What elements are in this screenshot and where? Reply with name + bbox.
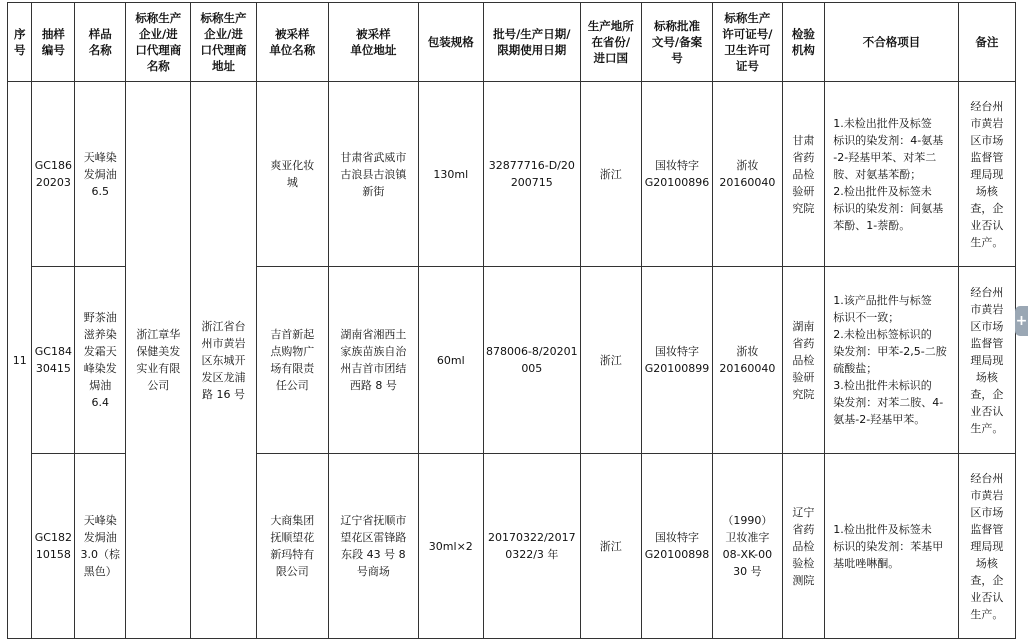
header-index: 序 号 [8,3,32,82]
batch-date: 878006-8/20201 005 [483,267,580,454]
header-remark: 备注 [958,3,1015,82]
test-agency: 湖南 省药 品检 验研 究院 [782,267,825,454]
results-table [7,2,1016,639]
product-name: 天峰染 发焗油 6.5 [75,82,126,267]
expand-side-button[interactable] [1015,306,1028,336]
header-sample-no: 抽样 编号 [32,3,75,82]
unit-name: 吉首新起 点购物广 场有限责 任公司 [256,267,328,454]
test-agency: 辽宁 省药 品检 验检 测院 [782,454,825,639]
batch-date: 32877716-D/20 200715 [483,82,580,267]
header-agency: 检验 机构 [782,3,825,82]
license-no: 浙妆 20160040 [713,82,782,267]
header-package: 包装规格 [418,3,483,82]
package-spec: 130ml [418,82,483,267]
approval-no: 国妆特字 G20100899 [641,267,712,454]
failure-items: 1.该产品批件与标签 标识不一致； 2.未检出标签标识的 染发剂：甲苯-2,5-二胺 硫酸盐； 3.检出批件未标识的 染发剂：对苯二胺、4- 氨基-2-羟基甲苯。 [825,267,959,454]
province: 浙江 [580,82,641,267]
manufacturer-name: 浙江章华 保健美发 实业有限 公司 [126,82,191,639]
failure-items: 1.未检出批件及标签 标识的染发剂：4-氨基 -2-羟基甲苯、对苯二 胺、对氨基苯酚； 2.检出批件及标签未 标识的染发剂：间氨基 苯酚、1-萘酚。 [825,82,959,267]
product-name: 天峰染 发焗油 3.0（棕 黑色） [75,454,126,639]
sample-no: GC186 20203 [32,82,75,267]
remark: 经台州 市黄岩 区市场 监督管 理局现 场核 查，企 业否认 生产。 [958,82,1015,267]
province: 浙江 [580,267,641,454]
header-unit-address: 被采样 单位地址 [329,3,419,82]
header-manufacturer-name: 标称生产 企业/进 口代理商 名称 [126,3,191,82]
header-product: 样品 名称 [75,3,126,82]
row-index: 11 [8,82,32,639]
unit-name: 爽亚化妆 城 [256,82,328,267]
manufacturer-address: 浙江省台 州市黄岩 区东城开 发区龙浦 路 16 号 [191,82,256,639]
batch-date: 20170322/2017 0322/3 年 [483,454,580,639]
package-spec: 30ml×2 [418,454,483,639]
license-no: 浙妆 20160040 [713,267,782,454]
header-approval: 标称批准 文号/备案 号 [641,3,712,82]
header-manufacturer-address: 标称生产 企业/进 口代理商 地址 [191,3,256,82]
approval-no: 国妆特字 G20100898 [641,454,712,639]
unit-name: 大商集团 抚顺望花 新玛特有 限公司 [256,454,328,639]
approval-no: 国妆特字 G20100896 [641,82,712,267]
package-spec: 60ml [418,267,483,454]
failure-items: 1.检出批件及标签未 标识的染发剂：苯基甲 基吡唑啉酮。 [825,454,959,639]
header-failures: 不合格项目 [825,3,959,82]
test-agency: 甘肃 省药 品检 验研 究院 [782,82,825,267]
sample-no: GC182 10158 [32,454,75,639]
license-no: （1990） 卫妆准字 08-XK-00 30 号 [713,454,782,639]
sample-no: GC184 30415 [32,267,75,454]
header-row [8,3,1016,82]
header-batch: 批号/生产日期/ 限期使用日期 [483,3,580,82]
remark: 经台州 市黄岩 区市场 监督管 理局现 场核 查，企 业否认 生产。 [958,267,1015,454]
unit-address: 甘肃省武威市 古浪县古浪镇 新街 [329,82,419,267]
header-license: 标称生产 许可证号/ 卫生许可 证号 [713,3,782,82]
unit-address: 辽宁省抚顺市 望花区雷锋路 东段 43 号 8 号商场 [329,454,419,639]
header-unit-name: 被采样 单位名称 [256,3,328,82]
table-row [8,82,1016,267]
unit-address: 湖南省湘西土 家族苗族自治 州吉首市团结 西路 8 号 [329,267,419,454]
province: 浙江 [580,454,641,639]
header-province: 生产地所 在省份/ 进口国 [580,3,641,82]
product-name: 野茶油 滋养染 发霜天 峰染发 焗油 6.4 [75,267,126,454]
plus-icon: + [1015,313,1028,329]
remark: 经台州 市黄岩 区市场 监督管 理局现 场核 查，企 业否认 生产。 [958,454,1015,639]
